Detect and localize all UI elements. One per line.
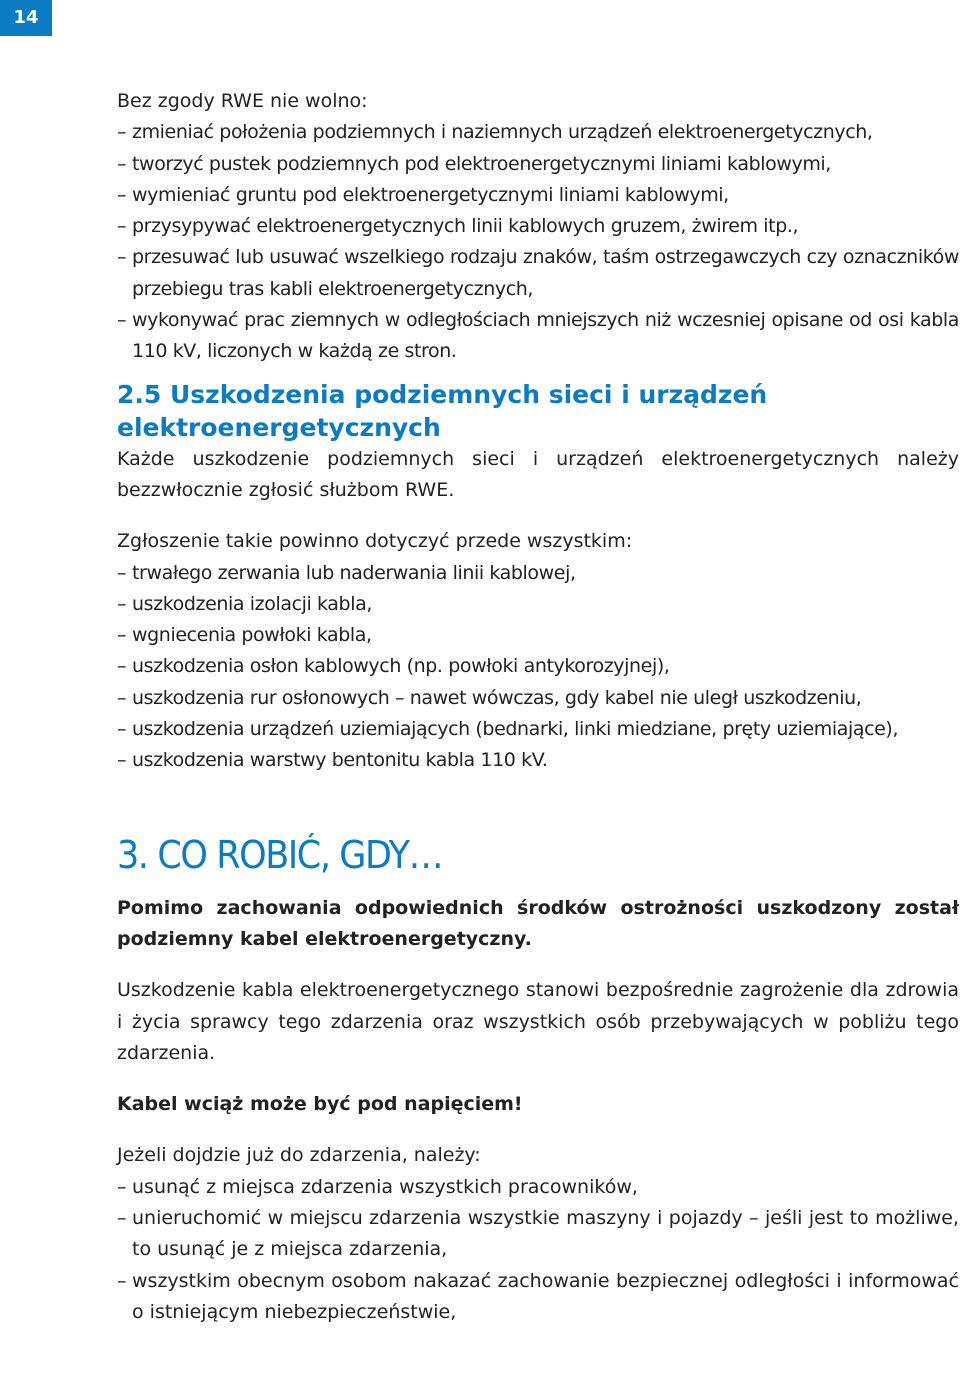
actions-intro: Jeżeli dojdzie już do zdarzenia, należy: [117, 1144, 481, 1167]
list-item: – uszkodzenia osłon kablowych (np. powłoki antykorozyjnej), [117, 655, 670, 678]
list-item: – uszkodzenia rur osłonowych – nawet wówczas, gdy kabel nie uległ uszkodzeniu, [117, 686, 862, 709]
report-list [117, 558, 959, 777]
actions-list [117, 1172, 959, 1328]
section-2-5-heading: 2.5 Uszkodzenia podziemnych sieci i urządzeń elektroenergetycznych [117, 379, 768, 442]
restrictions-list [117, 117, 959, 367]
section-3-lead: Pomimo zachowania odpowiednich środków ostrożności uszkodzony został podziemny kabel elektroenergetyczny. [117, 896, 959, 950]
restrictions-intro: Bez zgody RWE nie wolno: [117, 90, 368, 112]
page-number: 14 [13, 7, 39, 28]
list-item: – tworzyć pustek podziemnych pod elektroenergetycznymi liniami kablowymi, [117, 152, 831, 175]
list-item: – zmieniać położenia podziemnych i naziemnych urządzeń elektroenergetycznych, [117, 121, 873, 144]
page-content [117, 86, 959, 1328]
warning-text: Kabel wciąż może być pod napięciem! [117, 1093, 523, 1116]
list-item: – wgniecenia powłoki kabla, [117, 624, 372, 647]
list-item: – uszkodzenia urządzeń uziemiających (bednarki, linki miedziane, pręty uziemiające), [117, 718, 899, 741]
report-intro: Zgłoszenie takie powinno dotyczyć przede wszystkim: [117, 530, 633, 553]
section-3-text: Uszkodzenie kabla elektroenergetycznego stanowi bezpośrednie zagrożenie dla zdrowia i życia sprawcy tego zdarzenia oraz wszystkich osób przebywających w pobliżu tego zdarzenia. [117, 979, 959, 1064]
section-2-5-text: Każde uszkodzenie podziemnych sieci i urządzeń elektroenergetycznych należy bezzwłocznie zgłosić służbom RWE. [117, 447, 959, 501]
list-item: – przysypywać elektroenergetycznych linii kablowych gruzem, żwirem itp., [117, 215, 799, 238]
page-number-tab [0, 0, 52, 36]
list-item: – uszkodzenia warstwy bentonitu kabla 110 kV. [117, 749, 548, 772]
list-item: – trwałego zerwania lub naderwania linii kablowej, [117, 561, 576, 584]
list-item: – usunąć z miejsca zdarzenia wszystkich pracowników, [117, 1175, 638, 1198]
list-item: – wykonywać prac ziemnych w odległościach mniejszych niż wczesniej opisane od osi kabla 110 kV, liczonych w każdą ze stron. [117, 309, 959, 363]
list-item: – uszkodzenia izolacji kabla, [117, 592, 372, 615]
list-item: – wymieniać gruntu pod elektroenergetycznymi liniami kablowymi, [117, 183, 729, 206]
section-3-heading: 3. CO ROBIĆ, GDY… [117, 832, 443, 877]
list-item: – wszystkim obecnym osobom nakazać zachowanie bezpiecznej odległości i informować o istniejącym niebezpieczeństwie, [117, 1269, 959, 1323]
list-item: – przesuwać lub usuwać wszelkiego rodzaju znaków, taśm ostrzegawczych czy oznaczników przebiegu tras kabli elektroenergetycznych, [117, 246, 959, 300]
list-item: – unieruchomić w miejscu zdarzenia wszystkie maszyny i pojazdy – jeśli jest to możliwe, to usunąć je z miejsca zdarzenia, [117, 1207, 959, 1261]
